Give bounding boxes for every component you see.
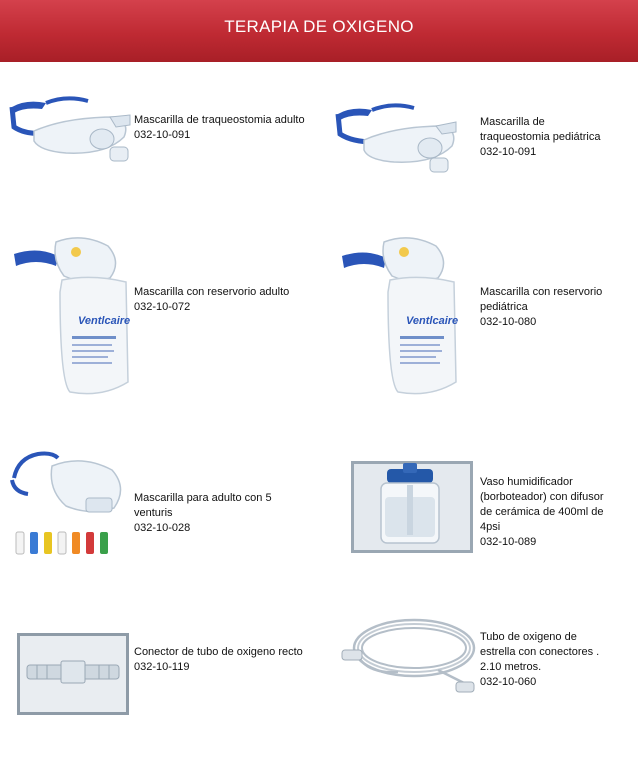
product-name: Conector de tubo de oxigeno recto [134,646,303,658]
product-code: 032-10-028 [134,522,191,534]
product-name: (borboteador) con difusor [480,491,604,503]
tracheostomy-mask-image [6,95,132,165]
page-title: TERAPIA DE OXIGENO [224,17,414,36]
product-name: Mascarilla con reservorio [480,286,603,298]
product-code: 032-10-080 [480,316,537,328]
tracheostomy-mask-image [334,100,460,176]
venturi-mask-image [8,448,134,572]
product-name: Mascarilla de [480,116,545,128]
product-code: 032-10-060 [480,676,537,688]
oxygen-tubing-image [338,610,478,700]
product-name: 4psi [480,521,501,533]
product-name: Tubo de oxigeno de [480,631,577,643]
product-name: pediátrica [480,301,528,313]
product-name: traqueostomia pediátrica [480,131,601,143]
product-name: Vaso humidificador [480,476,573,488]
humidifier-bottle-image [351,461,473,553]
product-name: venturis [134,507,173,519]
reservoir-mask-image [12,232,132,400]
product-name: estrella con conectores . [480,646,600,658]
product-name: Mascarilla con reservorio adulto [134,286,290,298]
reservoir-mask-image [340,232,460,400]
product-name: Mascarilla para adulto con 5 [134,492,272,504]
product-name: 2.10 metros. [480,661,542,673]
product-code: 032-10-091 [480,146,537,158]
page-header [0,0,638,62]
product-code: 032-10-072 [134,301,191,313]
bag-brand-label: Ventlcaire [78,315,131,327]
straight-connector-image [17,633,129,715]
product-name: Mascarilla de traqueostomia adulto [134,114,305,126]
bag-brand-label: Ventlcaire [406,315,459,327]
product-code: 032-10-091 [134,129,191,141]
product-code: 032-10-089 [480,536,537,548]
product-code: 032-10-119 [134,661,190,673]
product-name: de cerámica de 400ml de [480,506,604,518]
